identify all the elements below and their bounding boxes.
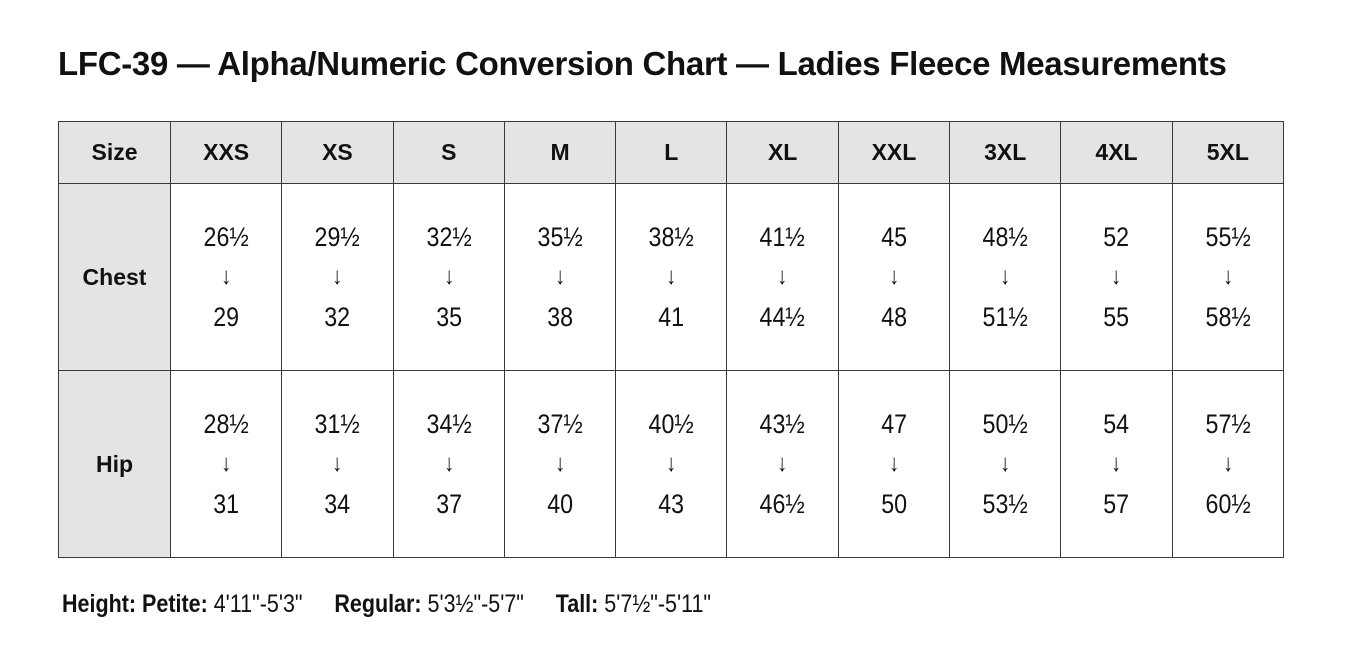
petite-value: 4'11"-5'3" [213,590,303,618]
range-start: 37½ [537,409,583,439]
range-start: 34½ [426,409,472,439]
regular-label: Regular: [334,590,422,618]
arrow-down-icon: ↓ [1111,450,1122,477]
range-start: 32½ [426,222,472,252]
measurement-cell [1061,371,1172,558]
header-size-m: M [504,122,615,184]
header-size-l: L [616,122,727,184]
range-start: 40½ [648,409,694,439]
header-size-s: S [393,122,504,184]
range-end: 40 [547,489,573,519]
range-start: 35½ [537,222,583,252]
measurement-cell [393,184,504,371]
height-label: Height: [62,590,137,618]
arrow-down-icon: ↓ [666,263,677,290]
range-end: 29 [213,302,240,332]
range-end: 44½ [760,302,806,332]
tall-value: 5'7½"-5'11" [604,590,712,618]
arrow-down-icon: ↓ [888,450,900,477]
measurement-cell [282,371,393,558]
measurement-cell [1061,184,1172,371]
header-size-label: Size [59,122,171,184]
arrow-down-icon: ↓ [443,450,454,477]
range-end: 60½ [1205,489,1251,519]
range-start: 41½ [760,222,806,252]
measurement-cell [616,371,727,558]
range-end: 38 [547,302,573,332]
arrow-down-icon: ↓ [1111,263,1122,290]
range-start: 45 [881,222,907,252]
measurement-cell [616,184,727,371]
range-start: 57½ [1205,409,1251,439]
range-start: 48½ [982,222,1028,252]
measurement-cell [171,184,282,371]
measurement-cell [727,371,838,558]
range-start: 29½ [314,222,361,252]
arrow-down-icon: ↓ [220,263,232,290]
header-size-3xl: 3XL [950,122,1061,184]
arrow-down-icon: ↓ [666,450,677,477]
measurement-cell [1172,371,1283,558]
header-size-5xl: 5XL [1172,122,1283,184]
range-end: 43 [658,489,685,519]
table-row-hip [59,371,1284,558]
range-start: 52 [1103,222,1130,252]
range-start: 26½ [203,222,249,252]
range-end: 32 [324,302,351,332]
arrow-down-icon: ↓ [554,263,566,290]
measurement-cell [282,184,393,371]
range-end: 51½ [982,302,1028,332]
range-start: 54 [1103,409,1130,439]
range-end: 35 [435,302,462,332]
measurement-cell [838,184,949,371]
range-start: 38½ [648,222,694,252]
header-size-xs: XS [282,122,393,184]
regular-value: 5'3½"-5'7" [427,590,524,618]
range-start: 43½ [760,409,806,439]
range-start: 55½ [1205,222,1251,252]
range-end: 57 [1103,489,1130,519]
measurement-cell [950,184,1061,371]
measurement-cell [727,184,838,371]
range-end: 37 [435,489,462,519]
arrow-down-icon: ↓ [332,450,343,477]
arrow-down-icon: ↓ [1222,450,1233,477]
range-end: 31 [213,489,240,519]
size-conversion-table [58,121,1284,558]
range-start: 28½ [203,409,249,439]
measurement-cell [504,184,615,371]
tall-label: Tall: [555,590,599,618]
range-end: 58½ [1205,302,1251,332]
table-row-chest [59,184,1284,371]
arrow-down-icon: ↓ [443,263,454,290]
measurement-cell [171,371,282,558]
height-legend [62,586,711,622]
arrow-down-icon: ↓ [888,263,900,290]
header-size-xl: XL [727,122,838,184]
range-end: 34 [324,489,351,519]
measurement-cell [950,371,1061,558]
arrow-down-icon: ↓ [777,450,788,477]
range-start: 31½ [314,409,361,439]
range-end: 46½ [760,489,806,519]
measurement-cell [1172,184,1283,371]
petite-label: Petite: [142,590,208,618]
range-end: 48 [881,302,907,332]
arrow-down-icon: ↓ [220,450,232,477]
row-label-chest: Chest [59,184,171,371]
arrow-down-icon: ↓ [332,263,343,290]
range-end: 50 [881,489,907,519]
range-start: 47 [881,409,907,439]
arrow-down-icon: ↓ [777,263,788,290]
range-start: 50½ [982,409,1028,439]
range-end: 55 [1103,302,1130,332]
row-label-hip: Hip [59,371,171,558]
range-end: 53½ [982,489,1028,519]
header-size-4xl: 4XL [1061,122,1172,184]
header-size-xxs: XXS [171,122,282,184]
page-title: LFC-39 — Alpha/Numeric Conversion Chart — Ladies Fleece Measurements [58,45,1227,82]
measurement-cell [838,371,949,558]
range-end: 41 [658,302,685,332]
measurement-cell [393,371,504,558]
arrow-down-icon: ↓ [1000,263,1011,290]
arrow-down-icon: ↓ [1222,263,1233,290]
table-header-row [59,122,1284,184]
arrow-down-icon: ↓ [554,450,566,477]
measurement-cell [504,371,615,558]
header-size-xxl: XXL [838,122,949,184]
arrow-down-icon: ↓ [1000,450,1011,477]
